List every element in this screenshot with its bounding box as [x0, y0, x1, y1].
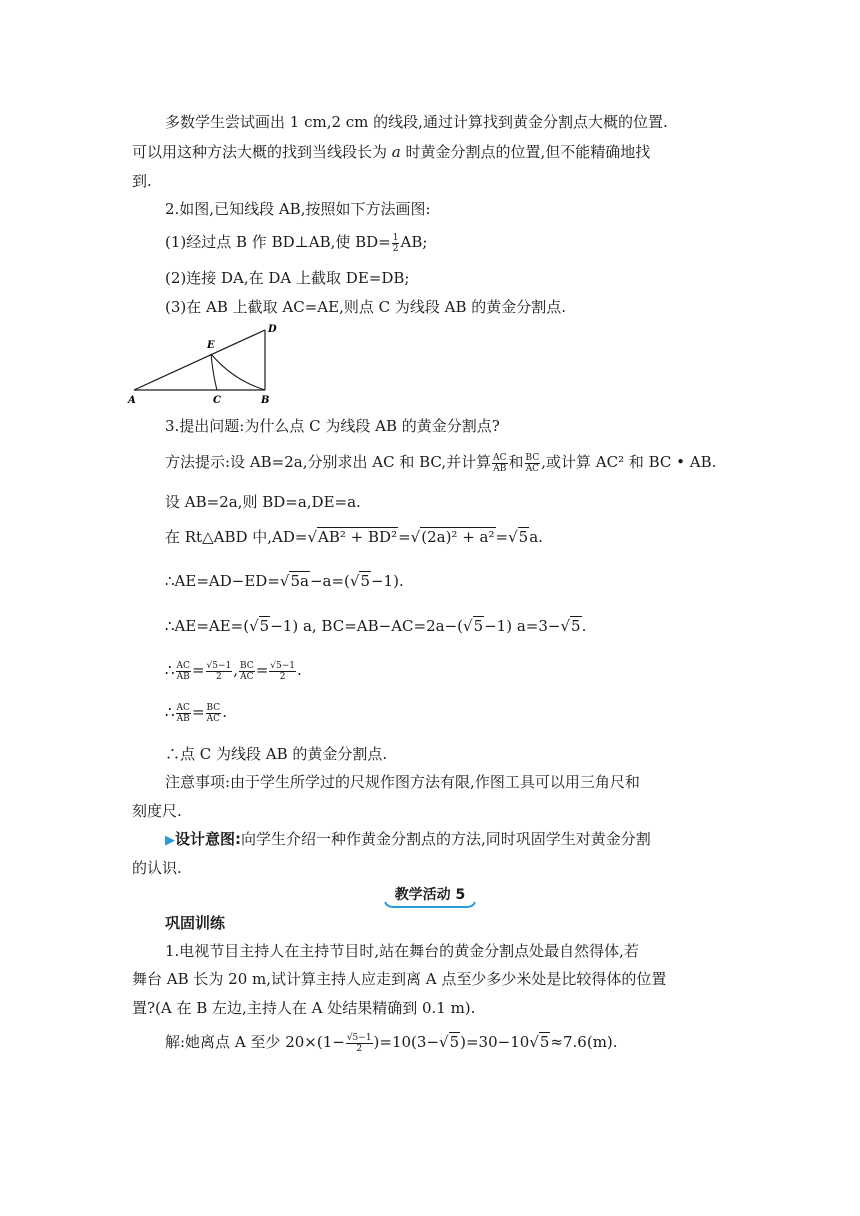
section-banner [385, 884, 475, 910]
setup-line: 设 AB=2a,则 BD=a,DE=a. [165, 493, 361, 511]
fraction: $\frac{√5-1}{2}$ [346, 1032, 372, 1054]
ratio-line-2: ∴ $\frac{AC}{AB}$ = $\frac{BC}{AC}$ . [165, 702, 227, 724]
practice-line: 1.电视节目主持人在主持节目时,站在舞台的黄金分割点处最自然得体,若 [165, 942, 639, 960]
fraction: $\frac{AC}{AB}$ [493, 452, 507, 474]
sqrt: √(2a)² + a² [410, 528, 495, 546]
triangle-marker-icon: ▶ [165, 833, 175, 848]
fraction: $\frac{1}{2}$ [392, 232, 399, 254]
conclusion: ∴点 C 为线段 AB 的黄金分割点. [165, 745, 388, 763]
fraction: $\frac{BC}{AC}$ [525, 452, 540, 474]
sqrt: √5 [560, 617, 581, 635]
sqrt: √5 [249, 617, 270, 635]
sqrt: √5 [349, 572, 370, 590]
question-2-title: 2.如图,已知线段 AB,按照如下方法画图: [165, 200, 431, 218]
banner-title: 教学活动 5 [394, 887, 466, 903]
sqrt: √5 [508, 528, 529, 546]
method-hint: 方法提示:设 AB=2a,分别求出 AC 和 BC,并计算 $\frac{AC}{AB}$ 和 $\frac{BC}{AC}$ ,或计算 AC² 和 BC • AB. [165, 452, 717, 474]
arc-de [211, 354, 265, 390]
label-d: D [268, 324, 277, 335]
fraction: $\frac{BC}{AC}$ [240, 660, 254, 682]
step-2: (2)连接 DA,在 DA 上截取 DE=DB; [165, 269, 410, 287]
sqrt: √5 [529, 1033, 550, 1051]
ratio-line-1: ∴ $\frac{AC}{AB}$ = $\frac{√5-1}{2}$ , $\frac{BC}{AC}$ = $\frac{√5-1}{2}$ . [165, 660, 302, 682]
fraction: $\frac{√5-1}{2}$ [206, 660, 232, 682]
sqrt: √AB² + BD² [307, 528, 398, 546]
fraction: $\frac{√5-1}{2}$ [270, 660, 296, 682]
paragraph-line: 可以用这种方法大概的找到当线段长为 a 时黄金分割点的位置,但不能精确地找 [132, 143, 651, 161]
step-1: (1)经过点 B 作 BD⊥AB,使 BD= $\frac{1}{2}$ AB; [165, 232, 428, 254]
design-intent-line: 的认识. [132, 859, 182, 877]
geometry-figure [125, 320, 285, 408]
step-3: (3)在 AB 上截取 AC=AE,则点 C 为线段 AB 的黄金分割点. [165, 298, 567, 316]
fraction: $\frac{AC}{AB}$ [176, 702, 190, 724]
fraction: $\frac{BC}{AC}$ [206, 702, 221, 724]
bc-line: ∴AE=AE=(√5−1) a, BC=AB−AC=2a−(√5−1) a=3−√5. [165, 617, 587, 635]
fraction: $\frac{AC}{AB}$ [176, 660, 190, 682]
label-c: C [213, 395, 221, 406]
solution: 解:她离点 A 至少 20×(1− $\frac{√5-1}{2}$ )=10(3−√5)=30−10√5≈7.6(m). [165, 1032, 618, 1054]
practice-line: 置?(A 在 B 左边,主持人在 A 处结果精确到 0.1 m). [132, 999, 476, 1017]
sqrt: √5 [463, 617, 484, 635]
label-a: A [128, 395, 136, 406]
sqrt: √5a [279, 572, 309, 590]
design-intent: ▶设计意图:向学生介绍一种作黄金分割点的方法,同时巩固学生对黄金分割 [165, 830, 651, 848]
segment-ad [134, 330, 265, 390]
question-3-title: 3.提出问题:为什么点 C 为线段 AB 的黄金分割点? [165, 417, 500, 435]
paragraph-line: 多数学生尝试画出 1 cm,2 cm 的线段,通过计算找到黄金分割点大概的位置. [165, 113, 668, 131]
pythagoras-line: 在 Rt△ABD 中,AD=√AB² + BD²=√(2a)² + a²=√5a. [165, 528, 543, 546]
sqrt: √5 [439, 1033, 460, 1051]
label-e: E [207, 340, 215, 351]
note-line: 刻度尺. [132, 802, 182, 820]
note-line: 注意事项:由于学生所学过的尺规作图方法有限,作图工具可以用三角尺和 [165, 773, 640, 791]
practice-title: 巩固训练 [165, 914, 226, 932]
paragraph-line: 到. [132, 172, 152, 190]
ae-line: ∴AE=AD−ED=√5a−a=(√5−1). [165, 572, 404, 590]
banner-underline [383, 900, 477, 910]
label-b: B [261, 395, 270, 406]
practice-line: 舞台 AB 长为 20 m,试计算主持人应走到离 A 点至少多少米处是比较得体的位置 [132, 970, 667, 988]
